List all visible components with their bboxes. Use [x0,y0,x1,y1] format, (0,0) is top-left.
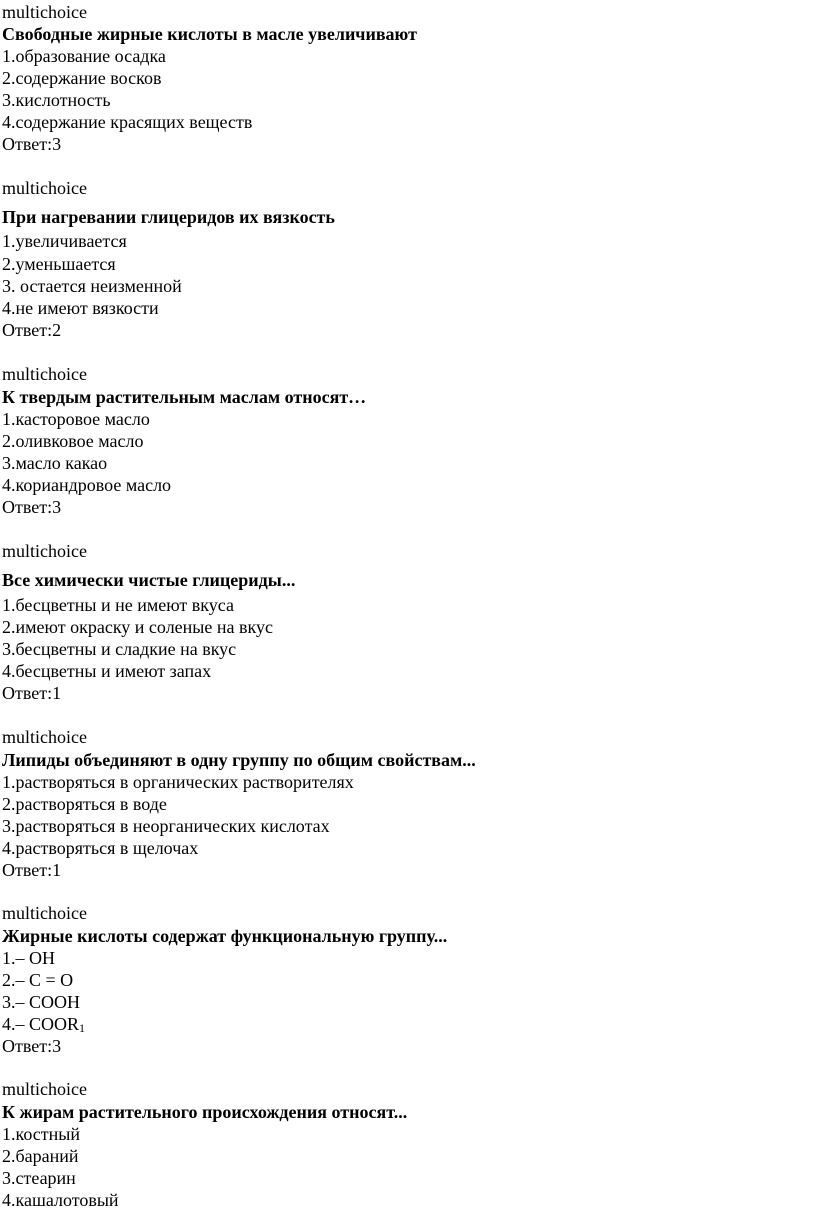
option-item: 1.увеличивается [2,231,127,251]
option-item: 2.– C = O [2,970,74,990]
question-type-label: multichoice [2,903,87,923]
option-item: 2.имеют окраску и соленые на вкус [2,617,273,637]
answer-text: Ответ:1 [2,683,62,703]
question-type-label: multichoice [2,1079,87,1099]
question-type-label: multichoice [2,364,87,384]
question-text: К жирам растительного происхождения относят... [2,1102,408,1122]
option-item: 4.растворяться в щелочах [2,838,199,858]
option-item: 2.содержание восков [2,68,162,88]
question-text: Свободные жирные кислоты в масле увеличивают [2,24,417,44]
subscript-text: 1 [79,1021,86,1035]
option-item: 2.бараний [2,1146,79,1166]
question-text: Все химически чистые глицериды... [2,570,296,590]
option-item: 2.оливковое масло [2,431,144,451]
option-item: 4.кашалотовый [2,1190,119,1210]
option-item: 2.уменьшается [2,254,116,274]
option-item: 4.бесцветны и имеют запах [2,661,212,681]
option-item: 1.растворяться в органических растворителях [2,772,354,792]
option-item: 3.масло какао [2,453,108,473]
question-text: При нагревании глицеридов их вязкость [2,207,335,227]
question-type-label: multichoice [2,541,87,561]
answer-text: Ответ:3 [2,1036,62,1056]
answer-text: Ответ:3 [2,134,62,154]
option-item: 3.растворяться в неорганических кислотах [2,816,330,836]
option-item: 1.костный [2,1124,80,1144]
option-item: 3.кислотность [2,90,111,110]
answer-text: Ответ:3 [2,497,62,517]
option-item: 3.– COOH [2,992,81,1012]
question-type-label: multichoice [2,727,87,747]
answer-text: Ответ:2 [2,320,62,340]
option-item: 4.не имеют вязкости [2,298,159,318]
option-item: 1.образование осадка [2,46,166,66]
option-item: 4.содержание красящих веществ [2,112,253,132]
question-type-label: multichoice [2,178,87,198]
option-item: 3.стеарин [2,1168,76,1188]
question-text: Жирные кислоты содержат функциональную группу... [2,926,448,946]
question-text: Липиды объединяют в одну группу по общим свойствам... [2,750,476,770]
option-item [2,1013,85,1035]
answer-text: Ответ:1 [2,860,62,880]
option-item: 2.растворяться в воде [2,794,167,814]
option-item: 3. остается неизменной [2,276,182,296]
option-item: 1.касторовое масло [2,409,150,429]
option-item: 1.бесцветны и не имеют вкуса [2,595,234,615]
question-text: К твердым растительным маслам относят… [2,387,367,407]
option-item: 4.кориандровое масло [2,475,172,495]
option-text: 4.– COOR [2,1014,80,1034]
option-item: 1.– OH [2,948,55,968]
question-type-label: multichoice [2,2,87,22]
option-item: 3.бесцветны и сладкие на вкус [2,639,237,659]
